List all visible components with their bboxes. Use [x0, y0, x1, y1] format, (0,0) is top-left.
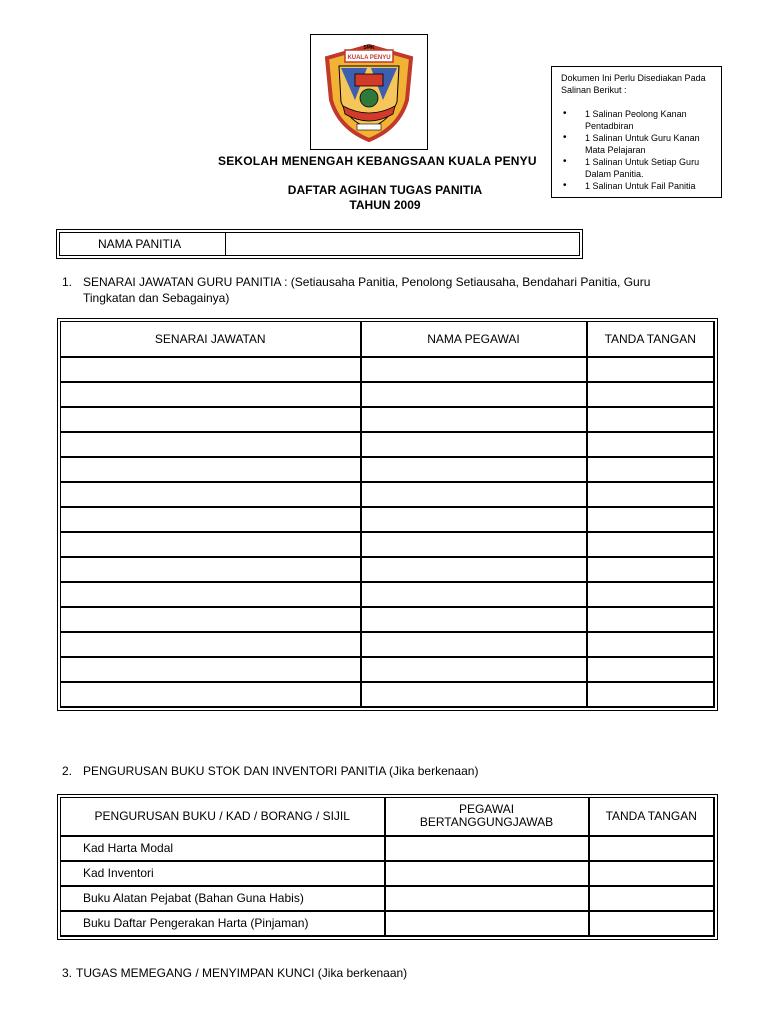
- table-cell[interactable]: [61, 607, 361, 632]
- note-item: • 1 Salinan Peolong Kanan Pentadbiran: [561, 108, 715, 132]
- table-cell[interactable]: [587, 532, 715, 557]
- table-row: [61, 482, 715, 507]
- table-cell[interactable]: [587, 457, 715, 482]
- table-row: [61, 836, 715, 861]
- table-header-row: [61, 798, 715, 836]
- note-item: • 1 Salinan Untuk Fail Panitia: [561, 180, 715, 192]
- table-row: [61, 407, 715, 432]
- table-row: [61, 886, 715, 911]
- nama-panitia-field[interactable]: [226, 233, 580, 256]
- table-cell[interactable]: [361, 557, 587, 582]
- school-logo-box: [310, 34, 428, 150]
- note-intro: Dokumen Ini Perlu Disediakan Pada Salinan Berikut :: [561, 73, 706, 95]
- table-cell: Kad Inventori: [61, 861, 385, 886]
- table-cell[interactable]: [61, 507, 361, 532]
- nama-panitia-table: [59, 232, 580, 256]
- table-cell[interactable]: [61, 682, 361, 707]
- col-header-tanda-tangan: TANDA TANGAN: [589, 798, 715, 836]
- crest-banner-text: KUALA PENYU: [347, 55, 391, 61]
- note-list: [561, 108, 715, 192]
- document-title: DAFTAR AGIHAN TUGAS PANITIA: [287, 183, 483, 197]
- table-cell[interactable]: [361, 382, 587, 407]
- table-cell[interactable]: [361, 682, 587, 707]
- table-cell[interactable]: [61, 407, 361, 432]
- table-cell[interactable]: [587, 557, 715, 582]
- table-cell[interactable]: [61, 482, 361, 507]
- table-row: [61, 607, 715, 632]
- table-row: [61, 582, 715, 607]
- table-row: [61, 557, 715, 582]
- table-cell[interactable]: [587, 682, 715, 707]
- table-cell[interactable]: [61, 432, 361, 457]
- table-cell[interactable]: [587, 357, 715, 382]
- table-row: [61, 357, 715, 382]
- section-1-text: SENARAI JAWATAN GURU PANITIA : (Setiausaha Panitia, Penolong Setiausaha, Bendahari Panitia, Guru: [83, 275, 651, 289]
- col-header-tanda-tangan: TANDA TANGAN: [587, 322, 715, 357]
- table-cell: Buku Alatan Pejabat (Bahan Guna Habis): [61, 886, 385, 911]
- section-1-number: 1.: [62, 275, 73, 289]
- table-cell[interactable]: [361, 407, 587, 432]
- table-cell[interactable]: [589, 886, 715, 911]
- table-cell[interactable]: [587, 582, 715, 607]
- table-cell[interactable]: [361, 432, 587, 457]
- table-cell[interactable]: [361, 632, 587, 657]
- inventori-table-box: [57, 794, 718, 940]
- nama-panitia-label: NAMA PANITIA: [60, 233, 226, 256]
- table-cell[interactable]: [589, 836, 715, 861]
- col-header-pegawai-bertanggungjawab: [385, 798, 589, 836]
- table-cell[interactable]: [587, 607, 715, 632]
- table-row: [61, 432, 715, 457]
- table-cell[interactable]: [587, 632, 715, 657]
- table-row: [61, 682, 715, 707]
- col-header-senarai-jawatan: SENARAI JAWATAN: [61, 322, 361, 357]
- table-cell[interactable]: [61, 457, 361, 482]
- table-row: [61, 861, 715, 886]
- section-2-text: PENGURUSAN BUKU STOK DAN INVENTORI PANITIA (Jika berkenaan): [83, 764, 479, 778]
- school-name: SEKOLAH MENENGAH KEBANGSAAN KUALA PENYU: [218, 154, 537, 168]
- table-cell[interactable]: [587, 507, 715, 532]
- table-row: [61, 911, 715, 936]
- table-cell[interactable]: [61, 357, 361, 382]
- section-1-text-cont: Tingkatan dan Sebagainya): [83, 291, 230, 305]
- table-row: [61, 507, 715, 532]
- note-item: • 1 Salinan Untuk Setiap Guru Dalam Panitia.: [561, 156, 715, 180]
- table-row: [61, 532, 715, 557]
- jawatan-table-box: [57, 318, 718, 711]
- section-1-heading: [62, 274, 712, 306]
- table-cell[interactable]: [361, 657, 587, 682]
- table-cell[interactable]: [385, 861, 589, 886]
- table-cell[interactable]: [589, 911, 715, 936]
- section-3-heading: [62, 965, 407, 981]
- table-cell[interactable]: [587, 432, 715, 457]
- table-cell[interactable]: [61, 657, 361, 682]
- distribution-note: [551, 66, 722, 198]
- table-cell[interactable]: [587, 407, 715, 432]
- nama-panitia-box: [56, 229, 583, 259]
- table-cell[interactable]: [361, 607, 587, 632]
- table-cell[interactable]: [361, 582, 587, 607]
- table-cell: Buku Daftar Pengerakan Harta (Pinjaman): [61, 911, 385, 936]
- table-row: [61, 382, 715, 407]
- table-cell[interactable]: [61, 582, 361, 607]
- crest-motto-box: [357, 124, 381, 130]
- table-cell[interactable]: [589, 861, 715, 886]
- table-header-row: [61, 322, 715, 357]
- col-header-pengurusan: PENGURUSAN BUKU / KAD / BORANG / SIJIL: [61, 798, 385, 836]
- crest-book: [355, 74, 383, 86]
- table-row: [61, 632, 715, 657]
- table-cell[interactable]: [361, 357, 587, 382]
- crest-top-text: SMK: [363, 45, 375, 51]
- section-2-heading: [62, 763, 478, 779]
- table-cell[interactable]: [587, 382, 715, 407]
- section-3-text: TUGAS MEMEGANG / MENYIMPAN KUNCI (Jika berkenaan): [76, 966, 408, 980]
- table-cell[interactable]: [61, 557, 361, 582]
- table-row: [61, 657, 715, 682]
- table-cell[interactable]: [385, 886, 589, 911]
- table-cell[interactable]: [385, 836, 589, 861]
- note-item: • 1 Salinan Untuk Guru Kanan Mata Pelajaran: [561, 132, 715, 156]
- table-cell[interactable]: [361, 532, 587, 557]
- table-cell[interactable]: [361, 457, 587, 482]
- table-cell[interactable]: [361, 482, 587, 507]
- section-2-number: 2.: [62, 764, 73, 778]
- pegawai-header-text: PEGAWAI BERTANGGUNGJAWAB: [419, 802, 554, 830]
- crest-emblem: [360, 89, 378, 107]
- school-crest-icon: [319, 40, 419, 144]
- section-3-number: 3.: [62, 966, 73, 980]
- table-cell[interactable]: [587, 657, 715, 682]
- table-cell: Kad Harta Modal: [61, 836, 385, 861]
- table-cell[interactable]: [61, 632, 361, 657]
- document-year: TAHUN 2009: [349, 198, 421, 212]
- table-cell[interactable]: [385, 911, 589, 936]
- col-header-nama-pegawai: NAMA PEGAWAI: [361, 322, 587, 357]
- table-row: [61, 457, 715, 482]
- table-cell[interactable]: [61, 532, 361, 557]
- inventori-table: [60, 797, 715, 937]
- table-cell[interactable]: [587, 482, 715, 507]
- table-cell[interactable]: [61, 382, 361, 407]
- table-cell[interactable]: [361, 507, 587, 532]
- jawatan-table: [60, 321, 715, 708]
